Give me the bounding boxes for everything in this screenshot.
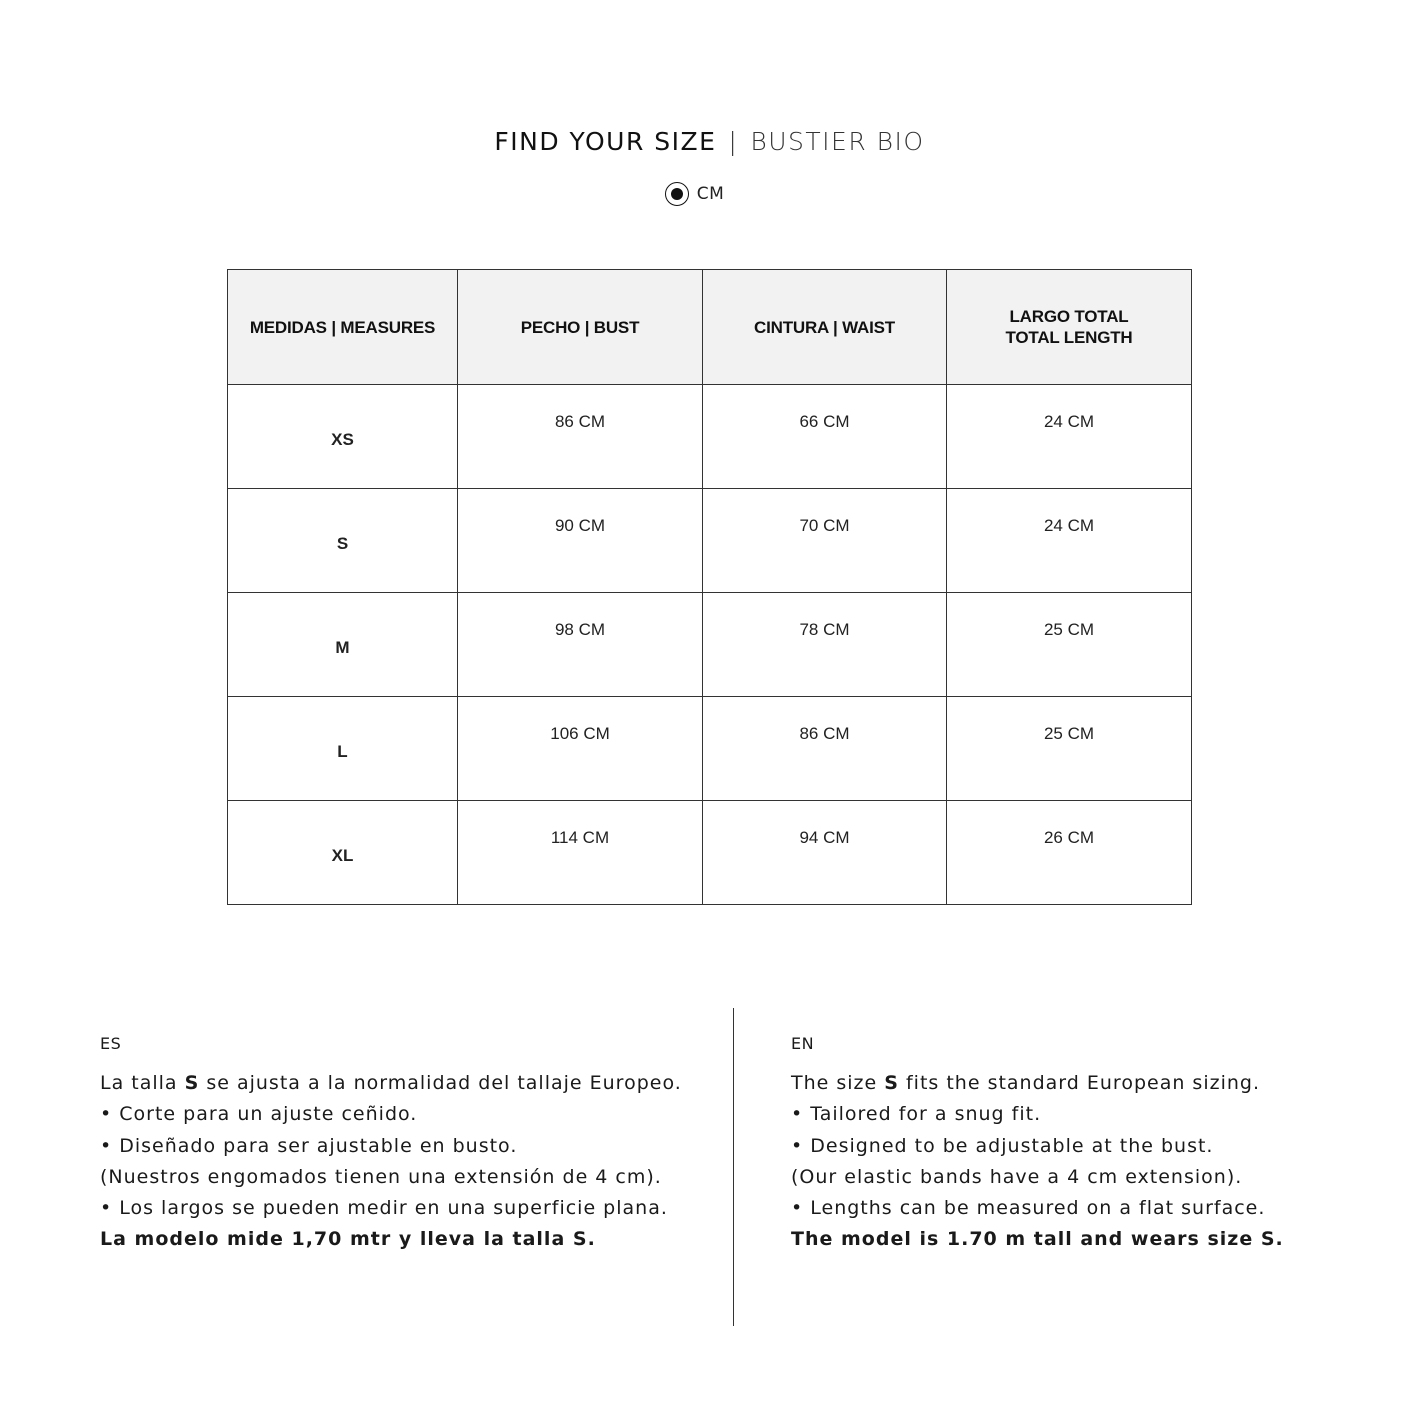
header-bust: PECHO | BUST bbox=[458, 270, 703, 385]
note-line: • Diseñado para ser ajustable en busto. bbox=[100, 1134, 518, 1157]
note-line: (Our elastic bands have a 4 cm extension). bbox=[791, 1165, 1243, 1188]
column-divider bbox=[733, 1008, 734, 1326]
language-tag-en: EN bbox=[791, 1034, 815, 1053]
note-line: • Corte para un ajuste ceñido. bbox=[100, 1103, 418, 1126]
unit-label-cm: CM bbox=[696, 184, 725, 204]
size-chart-table bbox=[227, 269, 1192, 905]
size-label: L bbox=[228, 697, 458, 801]
table-row bbox=[228, 593, 1192, 697]
note-line: • Lengths can be measured on a flat surface. bbox=[791, 1197, 1266, 1220]
header-total-length: LARGO TOTAL TOTAL LENGTH bbox=[947, 270, 1192, 385]
size-label: XS bbox=[228, 385, 458, 489]
length-value: 24 CM bbox=[947, 489, 1192, 593]
unit-selector[interactable] bbox=[0, 182, 1419, 206]
model-info: La modelo mide 1,70 mtr y lleva la talla S. bbox=[100, 1228, 596, 1251]
note-line: • Los largos se pueden medir en una superficie plana. bbox=[100, 1197, 668, 1220]
note-line: (Nuestros engomados tienen una extensión de 4 cm). bbox=[100, 1165, 662, 1188]
table-row bbox=[228, 697, 1192, 801]
notes-spanish bbox=[100, 1034, 720, 1256]
length-value: 26 CM bbox=[947, 801, 1192, 905]
note-size-bold: S bbox=[884, 1072, 899, 1094]
length-value: 24 CM bbox=[947, 385, 1192, 489]
waist-value: 86 CM bbox=[703, 697, 947, 801]
bust-value: 114 CM bbox=[458, 801, 703, 905]
waist-value: 70 CM bbox=[703, 489, 947, 593]
title-main: FIND YOUR SIZE bbox=[494, 127, 717, 156]
radio-selected-dot bbox=[671, 188, 683, 200]
bust-value: 98 CM bbox=[458, 593, 703, 697]
bust-value: 90 CM bbox=[458, 489, 703, 593]
waist-value: 78 CM bbox=[703, 593, 947, 697]
table-row bbox=[228, 385, 1192, 489]
table-header-row bbox=[228, 270, 1192, 385]
note-line: • Tailored for a snug fit. bbox=[791, 1103, 1042, 1126]
length-value: 25 CM bbox=[947, 593, 1192, 697]
page-title bbox=[0, 124, 1419, 160]
size-label: S bbox=[228, 489, 458, 593]
note-line bbox=[791, 1068, 1391, 1099]
note-text: se ajusta a la normalidad del tallaje Europeo. bbox=[199, 1072, 682, 1094]
size-label: XL bbox=[228, 801, 458, 905]
table-row bbox=[228, 801, 1192, 905]
header-measures: MEDIDAS | MEASURES bbox=[228, 270, 458, 385]
note-line: • Designed to be adjustable at the bust. bbox=[791, 1134, 1214, 1157]
note-size-bold: S bbox=[184, 1072, 200, 1094]
length-value: 25 CM bbox=[947, 697, 1192, 801]
title-product-name: BUSTIER BIO bbox=[750, 127, 925, 156]
note-text: La talla bbox=[100, 1072, 185, 1094]
waist-value: 66 CM bbox=[703, 385, 947, 489]
table-row bbox=[228, 489, 1192, 593]
note-line bbox=[100, 1068, 720, 1099]
bust-value: 86 CM bbox=[458, 385, 703, 489]
model-info: The model is 1.70 m tall and wears size S. bbox=[791, 1228, 1284, 1251]
notes-english bbox=[791, 1034, 1391, 1256]
bust-value: 106 CM bbox=[458, 697, 703, 801]
note-text: The size bbox=[791, 1072, 885, 1094]
note-text: fits the standard European sizing. bbox=[898, 1072, 1260, 1094]
size-label: M bbox=[228, 593, 458, 697]
header-waist: CINTURA | WAIST bbox=[703, 270, 947, 385]
cm-radio-button[interactable] bbox=[665, 182, 689, 206]
title-separator: | bbox=[728, 127, 739, 156]
waist-value: 94 CM bbox=[703, 801, 947, 905]
language-tag-es: ES bbox=[100, 1034, 122, 1053]
